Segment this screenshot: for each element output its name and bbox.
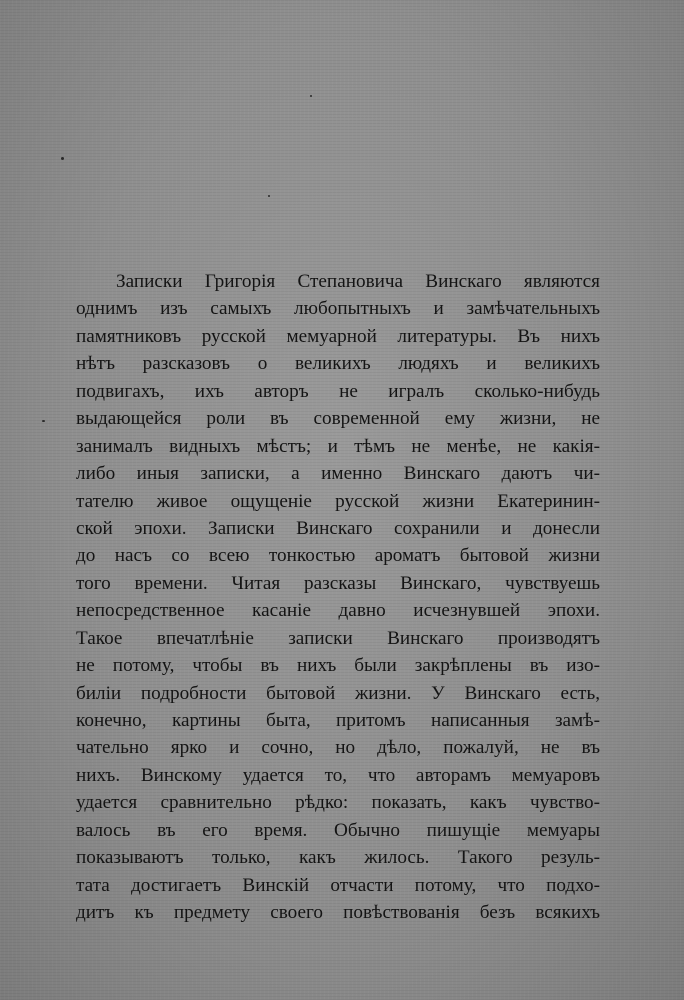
body-paragraph (76, 268, 600, 927)
text-line: чательно ярко и сочно, но дѣло, пожалуй, не въ (76, 737, 600, 759)
text-line: ской эпохи. Записки Винскаго сохранили и донесли (76, 517, 600, 539)
text-line: валось въ его время. Обычно пишущіе мемуары (76, 819, 600, 841)
text-line: нихъ. Винскому удается то, что авторамъ мемуаровъ (76, 764, 600, 786)
text-line: непосредственное касаніе давно исчезнувшей эпохи. (76, 600, 600, 622)
text-line: памятниковъ русской мемуарной литературы. Въ нихъ (76, 325, 600, 347)
text-line: Такое впечатлѣніе записки Винскаго производятъ (76, 627, 600, 649)
text-line: тата достигаетъ Винскій отчасти потому, что подхо- (76, 874, 600, 896)
paper-speck (42, 420, 45, 422)
text-line: выдающейся роли въ современной ему жизни, не (76, 408, 600, 430)
paper-speck (268, 195, 270, 197)
text-line: дитъ къ предмету своего повѣствованія безъ всякихъ (76, 902, 600, 924)
paper-speck (310, 95, 312, 97)
text-line: тателю живое ощущеніе русской жизни Екатеринин- (76, 490, 600, 512)
text-line: биліи подробности бытовой жизни. У Винскаго есть, (76, 682, 600, 704)
text-line: того времени. Читая разсказы Винскаго, чувствуешь (76, 572, 600, 594)
text-line: либо иныя записки, а именно Винскаго даютъ чи- (76, 463, 600, 485)
text-line: Записки Григорія Степановича Винскаго являются (116, 271, 600, 292)
text-line: однимъ изъ самыхъ любопытныхъ и замѣчательныхъ (76, 298, 600, 320)
text-line: конечно, картины быта, притомъ написанныя замѣ- (76, 710, 600, 731)
text-line: занималъ видныхъ мѣстъ; и тѣмъ не менѣе, не какія- (76, 435, 600, 457)
text-line: подвигахъ, ихъ авторъ не игралъ сколько-нибудь (76, 380, 600, 402)
text-line: не потому, чтобы въ нихъ были закрѣплены въ изо- (76, 655, 600, 677)
text-line: удается сравнительно рѣдко: показать, какъ чувство- (76, 792, 600, 814)
text-line: до насъ со всею тонкостью ароматъ бытовой жизни (76, 545, 600, 567)
text-line: нѣтъ разсказовъ о великихъ людяхъ и великихъ (76, 353, 600, 375)
text-line: показываютъ только, какъ жилось. Такого резуль- (76, 847, 600, 869)
paper-speck (61, 157, 64, 160)
